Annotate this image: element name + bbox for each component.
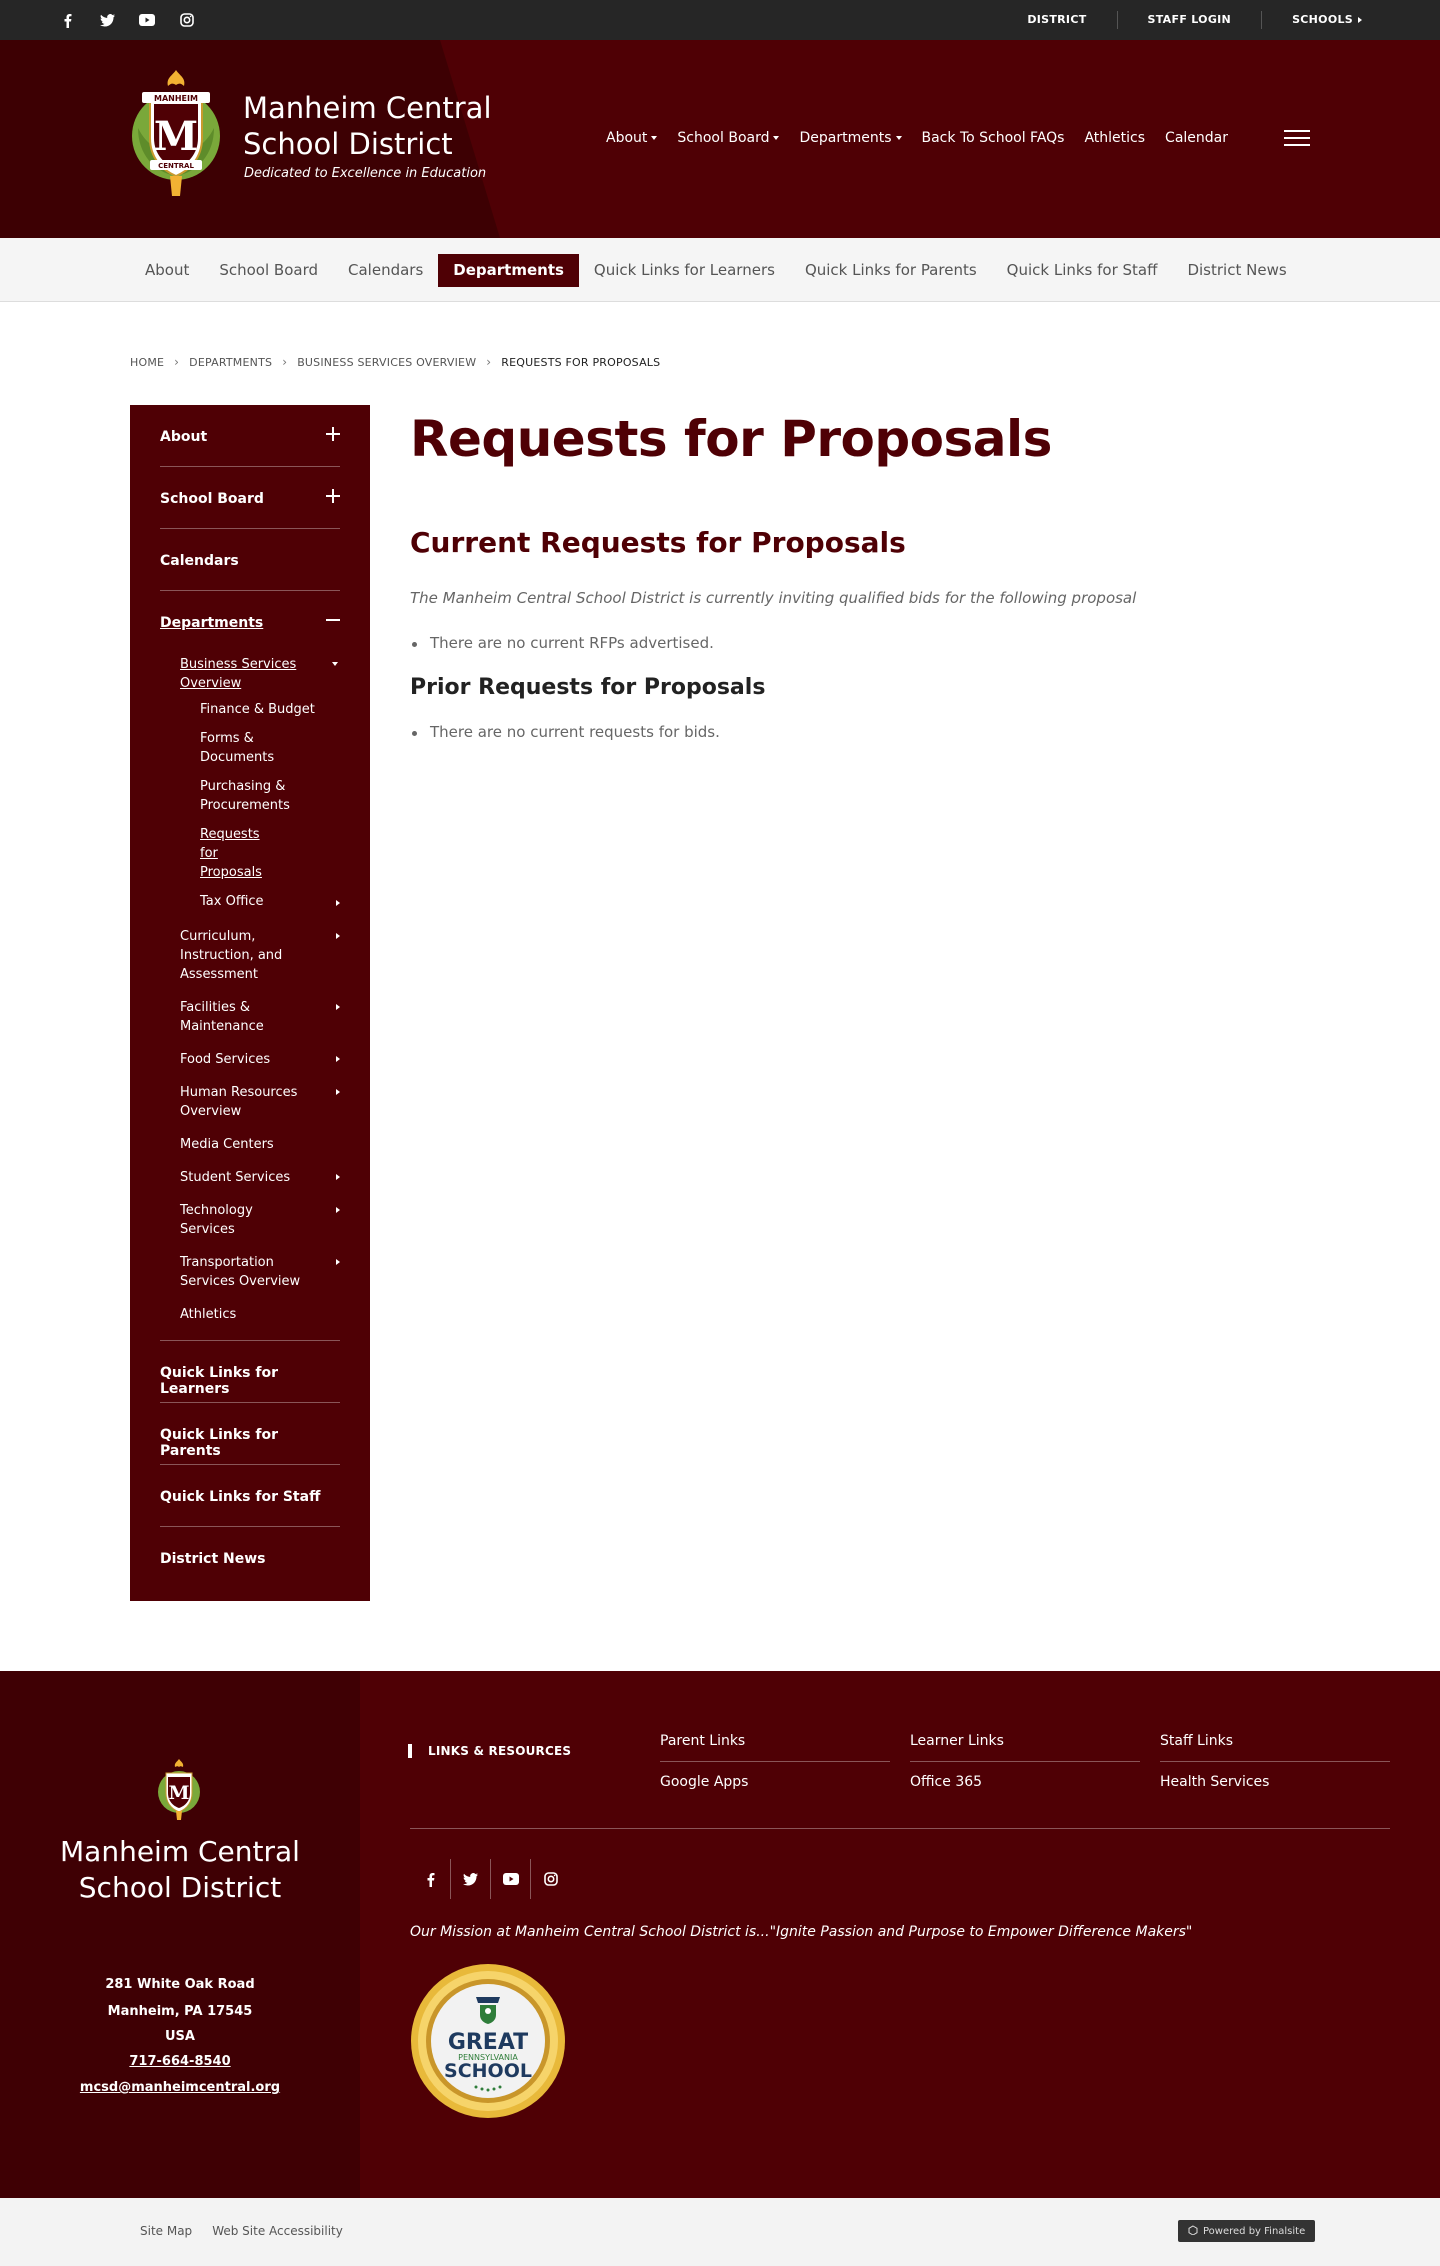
footer-title-line2: School District — [78, 1871, 282, 1904]
sidebar-item-label: Student Services — [180, 1170, 291, 1185]
nav-athletics[interactable]: Athletics — [1084, 130, 1146, 146]
sidebar-item-finance-budget[interactable]: Finance & Budget — [200, 702, 315, 717]
site-footer — [0, 1671, 1440, 2198]
nav-departments-label: Departments — [799, 130, 892, 146]
twitter-icon[interactable] — [98, 11, 116, 29]
site-tagline: Dedicated to Excellence in Education — [244, 166, 487, 181]
breadcrumb-current: REQUESTS FOR PROPOSALS — [501, 355, 661, 369]
sidebar-item-label: Human Resources Overview — [180, 1085, 298, 1119]
nav-about[interactable] — [606, 130, 657, 146]
chevron-right-icon: › — [282, 355, 288, 369]
sidebar-item-label: Athletics — [180, 1307, 237, 1322]
current-rfp-heading: Current Requests for Proposals — [410, 526, 906, 559]
powered-by-label: Powered by Finalsite — [1203, 2225, 1306, 2237]
site-title-line2: School District — [243, 127, 453, 161]
nav-back-to-school-faqs[interactable]: Back To School FAQs — [921, 130, 1065, 146]
section-nav-school-board[interactable]: School Board — [219, 261, 319, 279]
district-logo[interactable] — [128, 68, 224, 198]
sidebar-business-children — [180, 698, 340, 925]
accessibility-link[interactable]: Web Site Accessibility — [212, 2224, 343, 2238]
sidebar-item-label: School Board — [160, 491, 264, 507]
footer-social-links — [410, 1859, 570, 1899]
powered-by-finalsite-badge[interactable] — [1178, 2220, 1315, 2242]
sidebar-item-human-resources[interactable] — [180, 1081, 340, 1133]
footer-link-staff-links[interactable]: Staff Links — [1160, 1733, 1390, 1762]
sidebar-departments-children — [160, 653, 340, 1328]
badge-line1: GREAT — [447, 2030, 529, 2055]
sidebar-item-label: Food Services — [180, 1052, 271, 1067]
nav-about-label: About — [606, 130, 648, 146]
nav-departments[interactable] — [799, 130, 901, 146]
sidebar-item-label: About — [160, 429, 208, 445]
section-nav-departments[interactable]: Departments — [438, 254, 579, 287]
rfp-intro-text: The Manheim Central School District is currently inviting qualified bids for the following proposal — [410, 589, 1137, 607]
sidebar-item-calendars[interactable] — [160, 529, 340, 591]
facebook-icon[interactable] — [58, 11, 76, 29]
current-rfp-item: There are no current RFPs advertised. — [430, 634, 714, 652]
sidebar-item-technology-services[interactable] — [180, 1199, 340, 1251]
sidebar-item-purchasing[interactable]: Purchasing & Procurements — [200, 779, 290, 813]
bottom-bar — [0, 2198, 1440, 2266]
bottom-links — [140, 2224, 343, 2238]
caret-right-icon[interactable] — [336, 1004, 340, 1010]
section-nav-quick-links-learners[interactable]: Quick Links for Learners — [593, 261, 775, 279]
footer-mission: Our Mission at Manheim Central School District is..."Ignite Passion and Purpose to Empower Difference Makers" — [410, 1924, 1193, 1940]
sidebar-item-forms-documents[interactable]: Forms & Documents — [200, 731, 275, 765]
plus-icon[interactable] — [326, 427, 340, 441]
caret-down-icon — [773, 136, 779, 140]
plus-icon[interactable] — [326, 489, 340, 503]
footer-title — [0, 1834, 360, 1906]
sidebar-item-departments — [160, 591, 340, 1341]
district-link[interactable]: DISTRICT — [1027, 13, 1087, 26]
sidebar-item-food-services[interactable] — [180, 1048, 340, 1081]
footer-link-office-365[interactable]: Office 365 — [910, 1774, 983, 1790]
social-links — [58, 0, 196, 40]
section-nav-calendars[interactable]: Calendars — [348, 261, 424, 279]
footer-contact — [0, 1671, 360, 2198]
sidebar-item-label: District News — [160, 1551, 266, 1567]
sidebar-item-label: Media Centers — [180, 1137, 274, 1152]
twitter-icon[interactable] — [450, 1859, 490, 1899]
sidebar-item-transportation[interactable] — [180, 1251, 340, 1303]
utility-links — [997, 0, 1392, 40]
sidebar-item-label: Quick Links for Staff — [160, 1489, 321, 1505]
site-header — [0, 40, 1440, 238]
sidebar-item-media-centers[interactable] — [180, 1133, 340, 1166]
address-line2: Manheim, PA 17545 — [107, 2004, 253, 2019]
footer-link-health-services[interactable]: Health Services — [1160, 1774, 1270, 1790]
sidebar-item-label: Quick Links for Parents — [160, 1427, 278, 1459]
instagram-icon[interactable] — [178, 11, 196, 29]
sidebar-item-requests-for-proposals[interactable]: Requests for Proposals — [200, 827, 262, 880]
sidebar-item-label: Business Services Overview — [180, 657, 297, 691]
breadcrumb — [130, 355, 660, 369]
schools-label: SCHOOLS — [1292, 13, 1353, 26]
caret-right-icon[interactable] — [336, 900, 340, 906]
caret-right-icon[interactable] — [336, 933, 340, 939]
footer-phone-link[interactable]: 717-664-8540 — [129, 2054, 231, 2069]
sidebar-item-label: Calendars — [160, 553, 239, 569]
sidebar-item-curriculum[interactable] — [180, 925, 340, 996]
caret-right-icon[interactable] — [336, 1056, 340, 1062]
prior-rfp-item: There are no current requests for bids. — [430, 723, 720, 741]
prior-rfp-heading: Prior Requests for Proposals — [410, 675, 766, 700]
caret-down-icon — [651, 136, 657, 140]
sidebar-item-label: Tax Office — [200, 894, 264, 909]
badge-line2: PENNSYLVANIA — [458, 2053, 518, 2062]
schools-link[interactable] — [1261, 11, 1392, 29]
youtube-icon[interactable] — [138, 11, 156, 29]
caret-right-icon — [1358, 17, 1362, 23]
staff-login-link[interactable]: STAFF LOGIN — [1117, 11, 1262, 29]
address-line1: 281 White Oak Road — [105, 1977, 255, 1992]
site-title[interactable] — [243, 90, 492, 162]
nav-school-board-label: School Board — [677, 130, 770, 146]
instagram-icon[interactable] — [530, 1859, 570, 1899]
breadcrumb-departments[interactable]: DEPARTMENTS — [189, 355, 273, 369]
footer-email-link[interactable]: mcsd@manheimcentral.org — [79, 2080, 281, 2095]
youtube-icon[interactable] — [490, 1859, 530, 1899]
footer-logo-letter: M — [168, 1782, 190, 1804]
footer-divider — [410, 1828, 1390, 1829]
footer-links-col-3 — [1160, 1733, 1390, 1790]
main-nav — [606, 130, 1228, 146]
facebook-icon[interactable] — [410, 1859, 450, 1899]
sidebar-item-tax-office[interactable] — [200, 890, 340, 925]
badge-line3: SCHOOL — [444, 2060, 532, 2082]
logo-text-top: MANHEIM — [154, 94, 198, 103]
hamburger-menu-icon[interactable] — [1284, 130, 1310, 148]
sidebar-departments-head[interactable] — [160, 591, 340, 653]
section-nav-about[interactable]: About — [145, 261, 190, 279]
great-school-badge[interactable] — [410, 1963, 566, 2119]
footer-link-learner-links[interactable]: Learner Links — [910, 1733, 1140, 1762]
sidebar-item-quick-links-learners[interactable] — [160, 1341, 340, 1403]
sidebar-item-school-board[interactable] — [160, 467, 340, 529]
section-nav-quick-links-parents[interactable]: Quick Links for Parents — [804, 261, 977, 279]
sidebar-item-label: Quick Links for Learners — [160, 1365, 278, 1397]
utility-bar — [0, 0, 1440, 40]
nav-calendar[interactable]: Calendar — [1165, 130, 1228, 146]
breadcrumb-business-services[interactable]: BUSINESS SERVICES OVERVIEW — [297, 355, 477, 369]
sidebar-item-student-services[interactable] — [180, 1166, 340, 1199]
caret-right-icon[interactable] — [336, 1259, 340, 1265]
logo-text-bottom: CENTRAL — [158, 162, 194, 170]
sidebar-item-label: Curriculum, Instruction, and Assessment — [180, 929, 283, 982]
sidebar-item-district-news[interactable] — [160, 1527, 340, 1589]
caret-down-icon — [896, 136, 902, 140]
caret-right-icon[interactable] — [336, 1089, 340, 1095]
breadcrumb-home[interactable]: HOME — [130, 355, 165, 369]
site-title-line1: Manheim Central — [243, 91, 492, 125]
footer-link-google-apps[interactable]: Google Apps — [660, 1774, 749, 1790]
sidebar-item-label: Departments — [160, 615, 264, 631]
sidebar-item-facilities[interactable] — [180, 996, 340, 1048]
page-title: Requests for Proposals — [410, 410, 1052, 468]
sidebar-item-athletics[interactable] — [180, 1303, 340, 1328]
address-country: USA — [165, 2029, 195, 2044]
footer-address — [0, 1971, 360, 2101]
sidebar-item-label: Facilities & Maintenance — [180, 1000, 264, 1034]
caret-down-icon[interactable] — [332, 662, 338, 666]
site-map-link[interactable]: Site Map — [140, 2224, 193, 2238]
finalsite-icon — [1188, 2225, 1198, 2238]
section-nav-quick-links-staff[interactable]: Quick Links for Staff — [1006, 261, 1158, 279]
nav-school-board[interactable] — [677, 130, 779, 146]
footer-links-col-1 — [660, 1733, 890, 1790]
sidebar-nav — [130, 405, 370, 1601]
section-nav-district-news[interactable]: District News — [1187, 261, 1287, 279]
footer-links-col-2 — [910, 1733, 1140, 1790]
sidebar-item-quick-links-staff[interactable] — [160, 1465, 340, 1527]
minus-icon[interactable] — [326, 613, 340, 627]
chevron-right-icon: › — [486, 355, 492, 369]
sidebar-item-business-services[interactable] — [180, 653, 340, 698]
sidebar-item-quick-links-parents[interactable] — [160, 1403, 340, 1465]
footer-logo[interactable] — [156, 1759, 202, 1821]
caret-right-icon[interactable] — [336, 1174, 340, 1180]
links-resources-heading: LINKS & RESOURCES — [408, 1744, 571, 1758]
logo-letter: M — [153, 113, 199, 160]
sidebar-item-about[interactable] — [160, 405, 340, 467]
section-nav — [0, 238, 1440, 302]
caret-right-icon[interactable] — [336, 1207, 340, 1213]
footer-title-line1: Manheim Central — [60, 1835, 300, 1868]
sidebar-item-label: Technology Services — [180, 1203, 253, 1237]
chevron-right-icon: › — [174, 355, 180, 369]
sidebar-item-label: Transportation Services Overview — [180, 1255, 301, 1289]
footer-link-parent-links[interactable]: Parent Links — [660, 1733, 890, 1762]
